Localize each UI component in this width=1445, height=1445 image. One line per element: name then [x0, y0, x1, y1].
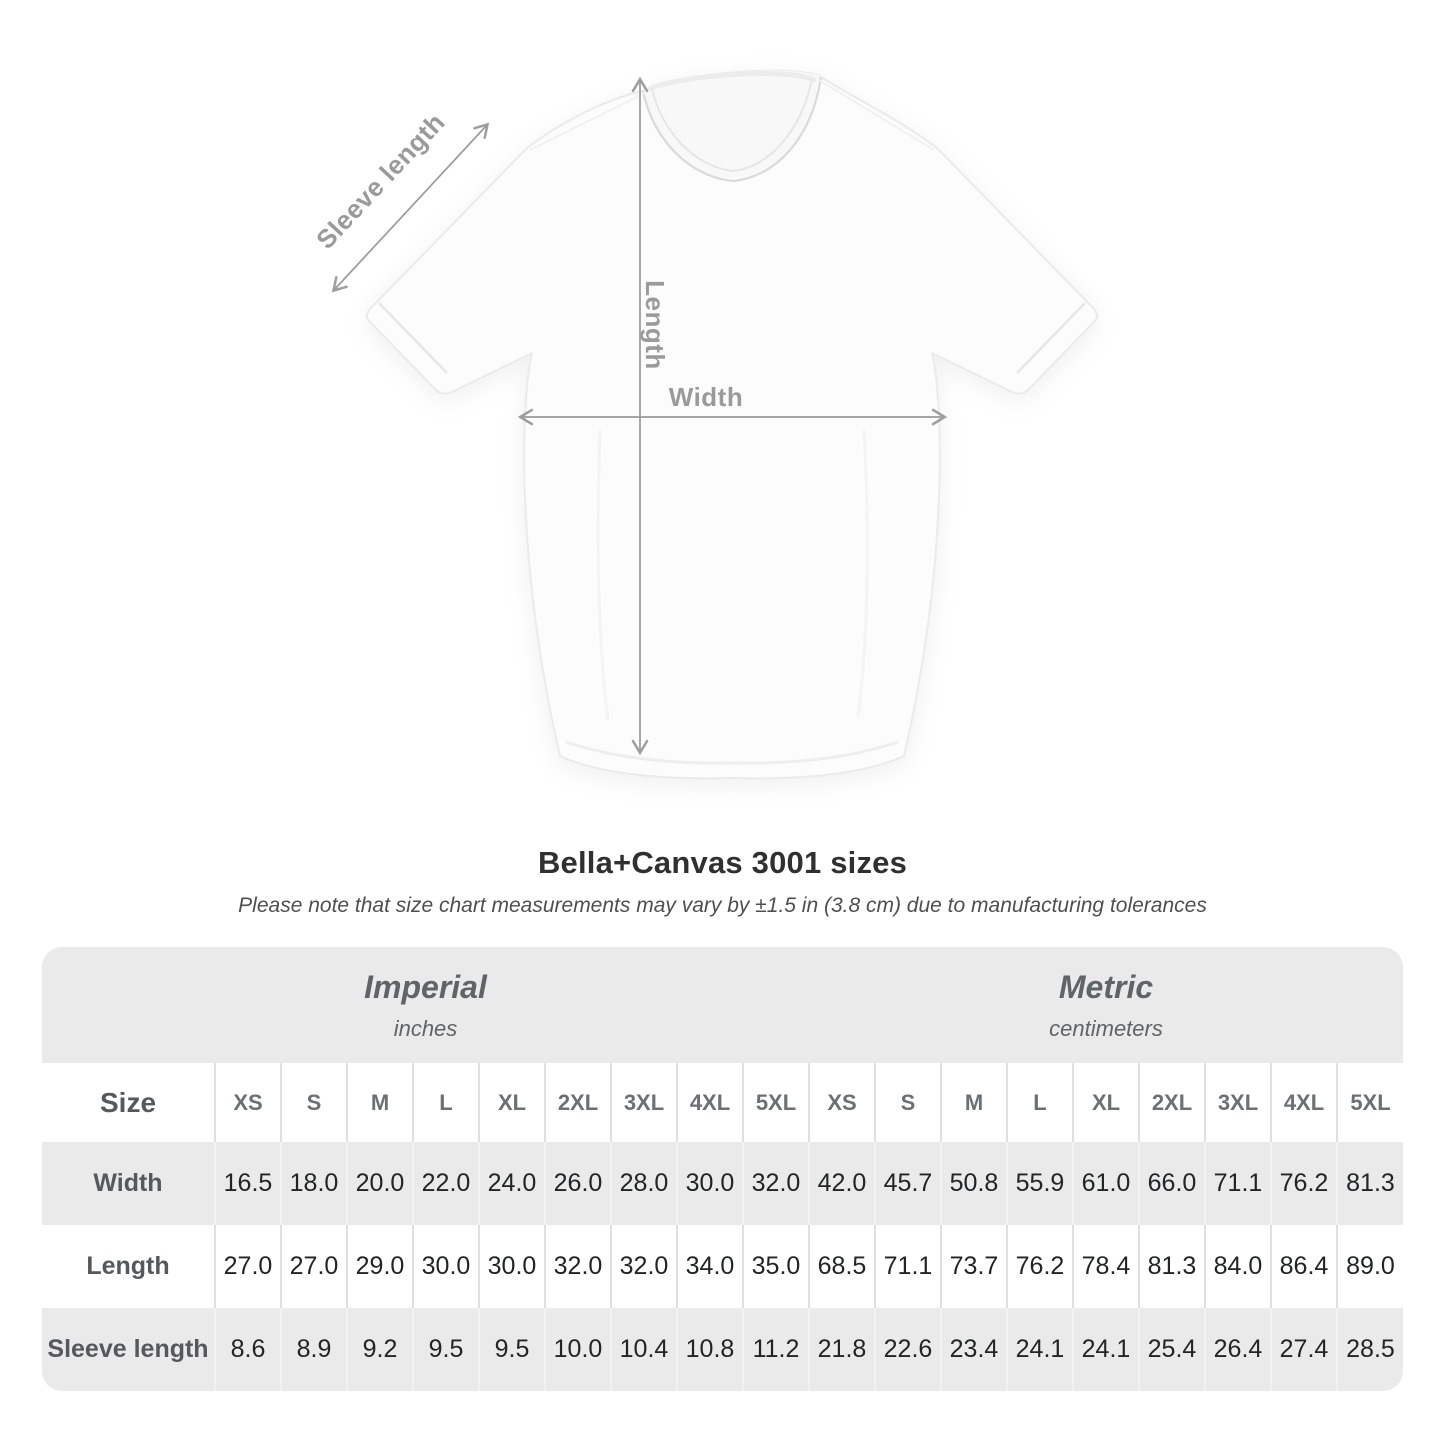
length-label: Length [640, 280, 670, 370]
value-cell: 35.0 [743, 1225, 809, 1308]
value-cell: 22.6 [875, 1308, 941, 1391]
size-col-header: L [1007, 1063, 1073, 1142]
value-cell: 42.0 [809, 1142, 875, 1225]
size-col-header: 2XL [545, 1063, 611, 1142]
value-cell: 81.3 [1337, 1142, 1403, 1225]
value-cell: 24.1 [1073, 1308, 1139, 1391]
metric-label: Metric [1058, 968, 1154, 1005]
value-cell: 10.8 [677, 1308, 743, 1391]
value-cell: 71.1 [1205, 1142, 1271, 1225]
value-cell: 9.5 [413, 1308, 479, 1391]
size-col-header: 2XL [1139, 1063, 1205, 1142]
value-cell: 61.0 [1073, 1142, 1139, 1225]
value-cell: 29.0 [347, 1225, 413, 1308]
size-header-row [42, 1063, 1403, 1142]
size-table [42, 947, 1403, 1391]
value-cell: 76.2 [1271, 1142, 1337, 1225]
size-col-header: 3XL [611, 1063, 677, 1142]
size-col-header: S [281, 1063, 347, 1142]
size-col-header: XL [479, 1063, 545, 1142]
value-cell: 89.0 [1337, 1225, 1403, 1308]
value-cell: 24.0 [479, 1142, 545, 1225]
value-cell: 21.8 [809, 1308, 875, 1391]
value-cell: 32.0 [611, 1225, 677, 1308]
value-cell: 24.1 [1007, 1308, 1073, 1391]
measurement-row-width [42, 1142, 1403, 1225]
value-cell: 27.0 [215, 1225, 281, 1308]
value-cell: 22.0 [413, 1142, 479, 1225]
heading-block [0, 845, 1445, 918]
value-cell: 23.4 [941, 1308, 1007, 1391]
value-cell: 50.8 [941, 1142, 1007, 1225]
value-cell: 27.4 [1271, 1308, 1337, 1391]
unit-group-row [42, 947, 1403, 1063]
value-cell: 8.6 [215, 1308, 281, 1391]
value-cell: 71.1 [875, 1225, 941, 1308]
value-cell: 9.2 [347, 1308, 413, 1391]
row-label: Width [42, 1142, 215, 1225]
value-cell: 86.4 [1271, 1225, 1337, 1308]
size-col-header: XS [809, 1063, 875, 1142]
width-label: Width [668, 382, 744, 412]
page-subtitle: Please note that size chart measurements may vary by ±1.5 in (3.8 cm) due to manufacturing tolerances [238, 894, 1207, 917]
size-col-header: S [875, 1063, 941, 1142]
sleeve-length-label: Sleeve length [310, 106, 451, 255]
value-cell: 81.3 [1139, 1225, 1205, 1308]
imperial-unit: inches [393, 1015, 458, 1041]
size-col-header: L [413, 1063, 479, 1142]
size-col-header: 5XL [1337, 1063, 1403, 1142]
size-col-header: 4XL [677, 1063, 743, 1142]
value-cell: 66.0 [1139, 1142, 1205, 1225]
size-col-header: 4XL [1271, 1063, 1337, 1142]
value-cell: 25.4 [1139, 1308, 1205, 1391]
value-cell: 28.5 [1337, 1308, 1403, 1391]
value-cell: 8.9 [281, 1308, 347, 1391]
value-cell: 9.5 [479, 1308, 545, 1391]
size-col-header: M [347, 1063, 413, 1142]
value-cell: 16.5 [215, 1142, 281, 1225]
value-cell: 26.0 [545, 1142, 611, 1225]
value-cell: 18.0 [281, 1142, 347, 1225]
metric-unit: centimeters [1049, 1015, 1163, 1041]
value-cell: 78.4 [1073, 1225, 1139, 1308]
measurement-row-length [42, 1225, 1403, 1308]
size-col-header: XL [1073, 1063, 1139, 1142]
value-cell: 30.0 [479, 1225, 545, 1308]
size-col-header: XS [215, 1063, 281, 1142]
value-cell: 32.0 [545, 1225, 611, 1308]
row-label: Sleeve length [42, 1308, 215, 1391]
value-cell: 68.5 [809, 1225, 875, 1308]
value-cell: 84.0 [1205, 1225, 1271, 1308]
value-cell: 32.0 [743, 1142, 809, 1225]
value-cell: 34.0 [677, 1225, 743, 1308]
value-cell: 30.0 [677, 1142, 743, 1225]
row-label: Length [42, 1225, 215, 1308]
value-cell: 55.9 [1007, 1142, 1073, 1225]
value-cell: 20.0 [347, 1142, 413, 1225]
size-col-header: 3XL [1205, 1063, 1271, 1142]
value-cell: 10.4 [611, 1308, 677, 1391]
value-cell: 30.0 [413, 1225, 479, 1308]
imperial-group-header [42, 947, 809, 1063]
value-cell: 11.2 [743, 1308, 809, 1391]
value-cell: 27.0 [281, 1225, 347, 1308]
value-cell: 28.0 [611, 1142, 677, 1225]
value-cell: 73.7 [941, 1225, 1007, 1308]
metric-group-header [809, 947, 1403, 1063]
page-title: Bella+Canvas 3001 sizes [537, 845, 908, 880]
imperial-label: Imperial [364, 968, 487, 1005]
size-col-header: 5XL [743, 1063, 809, 1142]
value-cell: 26.4 [1205, 1308, 1271, 1391]
tshirt-illustration [367, 71, 1097, 779]
value-cell: 76.2 [1007, 1225, 1073, 1308]
value-cell: 10.0 [545, 1308, 611, 1391]
size-row-label: Size [42, 1063, 215, 1142]
measurement-row-sleeve-length [42, 1308, 1403, 1391]
size-col-header: M [941, 1063, 1007, 1142]
value-cell: 45.7 [875, 1142, 941, 1225]
size-table-body [42, 947, 1403, 1391]
size-table-container [42, 947, 1403, 1391]
